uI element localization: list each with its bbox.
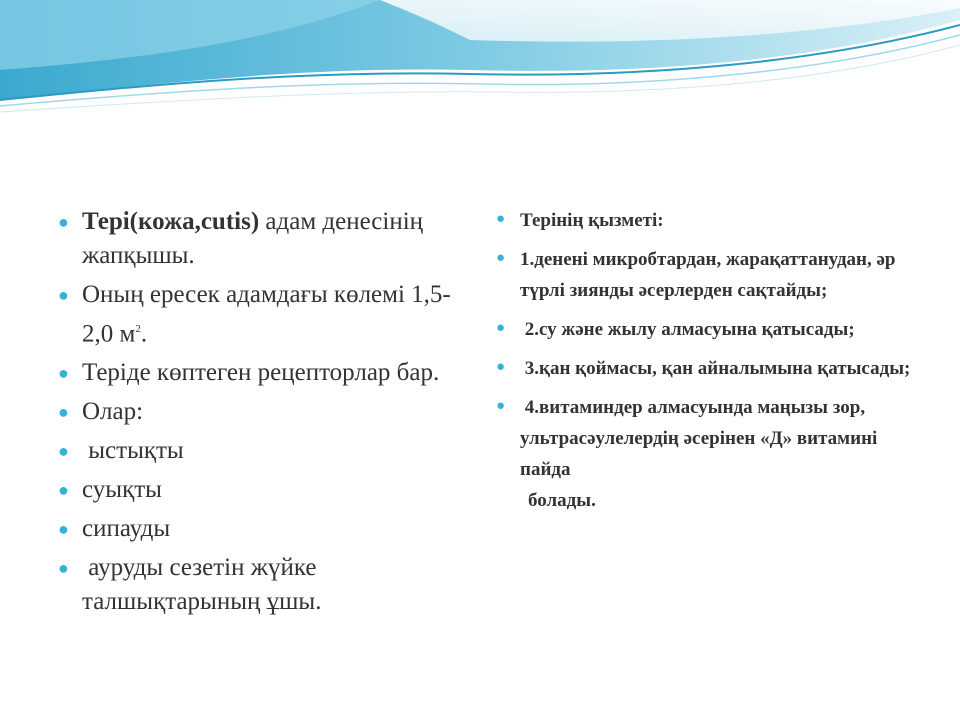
bullet-icon: ● (496, 320, 506, 336)
bullet-icon: ● (496, 398, 506, 414)
list-item (58, 551, 458, 619)
list-heading: Терінің қызметі: (520, 210, 664, 231)
list-item (496, 244, 926, 306)
list-item-continuation: болады. (528, 490, 596, 511)
list-item (58, 434, 458, 468)
bullet-icon: ● (58, 363, 69, 384)
list-item (58, 356, 458, 390)
bullet-icon: ● (58, 402, 69, 423)
bullet-icon: ● (496, 211, 506, 227)
bullet-icon: ● (58, 480, 69, 501)
bullet-icon: ● (58, 558, 69, 579)
bullet-icon: ● (58, 285, 69, 305)
list-item-text: 3.қан қоймасы, қан айналымына қатысады; (520, 358, 911, 379)
list-item-text: адам денесінің жапқышы. (82, 208, 424, 269)
list-item-text: ауруды сезетін жүйке талшықтарының ұшы. (82, 554, 323, 616)
bullet-icon: ● (496, 359, 506, 375)
list-item (58, 512, 458, 546)
list-item (58, 395, 458, 429)
list-item-text: . (140, 320, 148, 348)
list-item (58, 473, 458, 507)
list-item (496, 392, 926, 485)
list-item (58, 278, 458, 351)
list-item-text: 2.су және жылу алмасуына қатысады; (520, 319, 855, 340)
bullet-icon: ● (58, 519, 69, 540)
bullet-icon: ● (58, 441, 69, 462)
right-bullet-list (496, 205, 926, 516)
header-wave-decoration (0, 0, 960, 140)
list-item (496, 205, 926, 236)
list-item (496, 353, 926, 384)
list-item-text: 1.денені микробтардан, жарақаттанудан, әр түрлі зиянды әсерлерден сақтайды; (520, 249, 896, 301)
list-item-text: 4.витаминдер алмасуында маңызы зор, ультрасәулелердің әсерінен «Д» витамині пайда (520, 397, 883, 480)
superscript: 2 (135, 323, 141, 335)
bullet-icon: ● (496, 250, 506, 266)
list-item-text: Оның ересек адамдағы көлемі 1,5-2,0 м (82, 281, 451, 348)
left-bullet-list (58, 205, 458, 624)
list-item-text: Олар: (82, 398, 144, 426)
list-item-text: суықты (82, 476, 162, 504)
list-item-text: Теріде көптеген рецепторлар бар. (82, 359, 440, 387)
list-item-text: сипауды (82, 515, 171, 543)
list-item (496, 314, 926, 345)
bullet-icon: ● (58, 212, 69, 232)
list-item-text: ыстықты (82, 437, 184, 465)
term-bold: Тері(кожа,cutis) (82, 208, 260, 235)
list-item (58, 205, 458, 273)
